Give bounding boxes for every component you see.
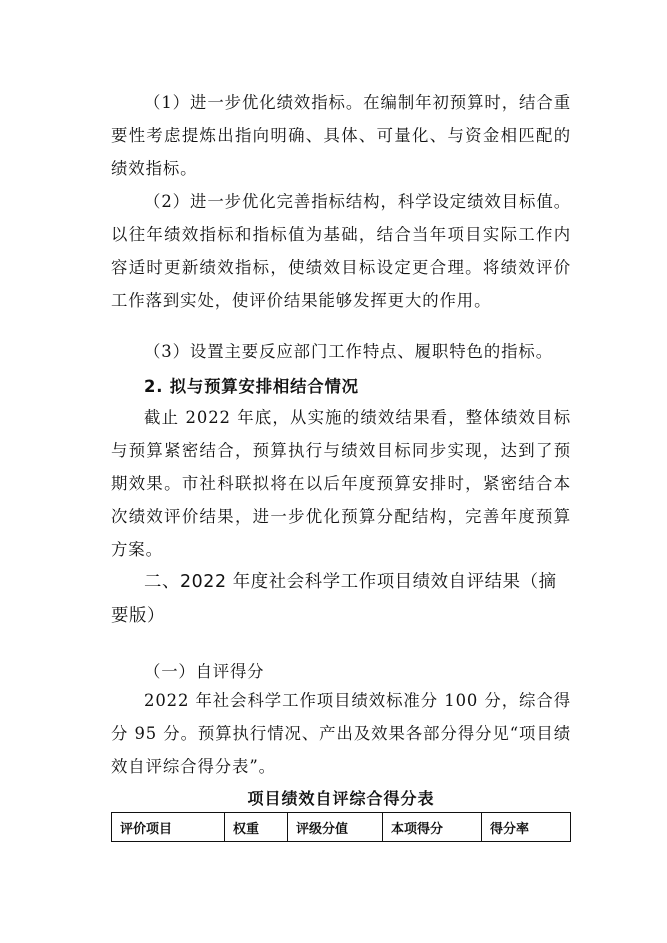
subheading-budget-combination: 2. 拟与预算安排相结合情况 <box>144 377 359 396</box>
paragraph-department-indicators: （3）设置主要反应部门工作特点、履职特色的指标。 <box>144 342 554 361</box>
header-item-score: 本项得分 <box>383 813 482 842</box>
header-evaluation-item: 评价项目 <box>112 813 225 842</box>
table-header-row <box>112 813 571 842</box>
paragraph-optimize-indicators: （1）进一步优化绩效指标。在编制年初预算时，结合重要性考虑提炼出指向明确、具体、可量化、与资金相匹配的绩效指标。 <box>111 93 571 178</box>
paragraph-optimize-structure: （2）进一步优化完善指标结构，科学设定绩效目标值。以往年绩效指标和指标值为基础，结合当年项目实际工作内容适时更新绩效指标，使绩效目标设定更合理。将绩效评价工作落到实处，使评价结果能够发挥更大的作用。 <box>111 192 571 310</box>
subheading-self-score: （一）自评得分 <box>144 662 265 681</box>
paragraph-budget-combination: 截止 2022 年底，从实施的绩效结果看，整体绩效目标与预算紧密结合，预算执行与绩效目标同步实现，达到了预期效果。市社科联拟将在以后年度预算安排时，紧密结合本次绩效评价结果，进一步优化预算分配结构，完善年度预算方案。 <box>111 408 571 559</box>
table-title: 项目绩效自评综合得分表 <box>247 789 435 808</box>
header-score-rate: 得分率 <box>482 813 571 842</box>
section-heading-results: 二、2022 年度社会科学工作项目绩效自评结果（摘要版） <box>111 572 557 626</box>
paragraph-self-score: 2022 年社会科学工作项目绩效标准分 100 分，综合得分 95 分。预算执行情况、产出及效果各部分得分见“项目绩效自评综合得分表”。 <box>111 691 571 776</box>
header-rating-score: 评级分值 <box>288 813 383 842</box>
score-table <box>111 812 571 842</box>
header-weight: 权重 <box>225 813 288 842</box>
